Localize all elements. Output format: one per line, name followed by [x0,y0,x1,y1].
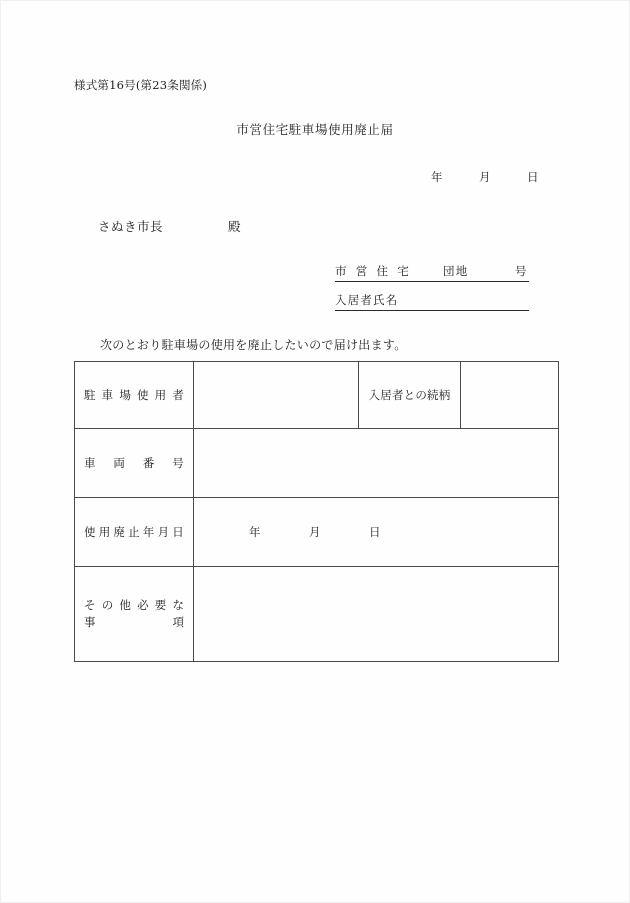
vehicle-number-label-cell [75,429,194,498]
vehicle-number-value-cell[interactable] [194,429,559,498]
housing-label: 市 営 住 宅 [335,264,412,278]
termination-date-value-cell[interactable] [194,498,559,567]
parking-user-label: 駐車場使用者 [84,388,184,402]
other-matters-label [75,597,193,632]
table-row [75,498,559,567]
termination-date-label: 使用廃止年月日 [84,525,184,539]
other-matters-label-line2: 事項 [84,615,184,629]
vehicle-number-label: 車両番号 [84,456,184,470]
termination-date-label-cell [75,498,194,567]
resident-name-field[interactable] [335,289,529,311]
applicant-field-block [335,260,529,311]
table-row [75,362,559,429]
other-matters-label-cell [75,567,194,662]
table-row [75,429,559,498]
parking-user-value-cell[interactable] [194,362,359,429]
declaration-table [74,361,559,662]
body-statement: 次のとおり駐車場の使用を廃止したいので届け出ます。 [100,338,407,352]
submission-date-line: 年 月 日 [431,170,539,184]
resident-name-label: 入居者氏名 [335,293,399,307]
number-label: 号 [515,264,528,278]
form-number: 様式第16号(第23条関係) [74,78,208,92]
complex-label: 団地 [443,264,469,278]
addressee-line: さぬき市長 殿 [98,219,242,234]
relationship-label-cell [359,362,461,429]
relationship-value-cell[interactable] [461,362,559,429]
housing-complex-field[interactable] [335,260,529,282]
table-row [75,567,559,662]
other-matters-label-line1: その他必要な [84,597,184,612]
relationship-label: 入居者との続柄 [368,388,451,402]
document-title: 市営住宅駐車場使用廃止届 [236,122,394,137]
termination-date-value: 年 月 日 [249,525,381,539]
parking-user-label-cell [75,362,194,429]
other-matters-value-cell[interactable] [194,567,559,662]
